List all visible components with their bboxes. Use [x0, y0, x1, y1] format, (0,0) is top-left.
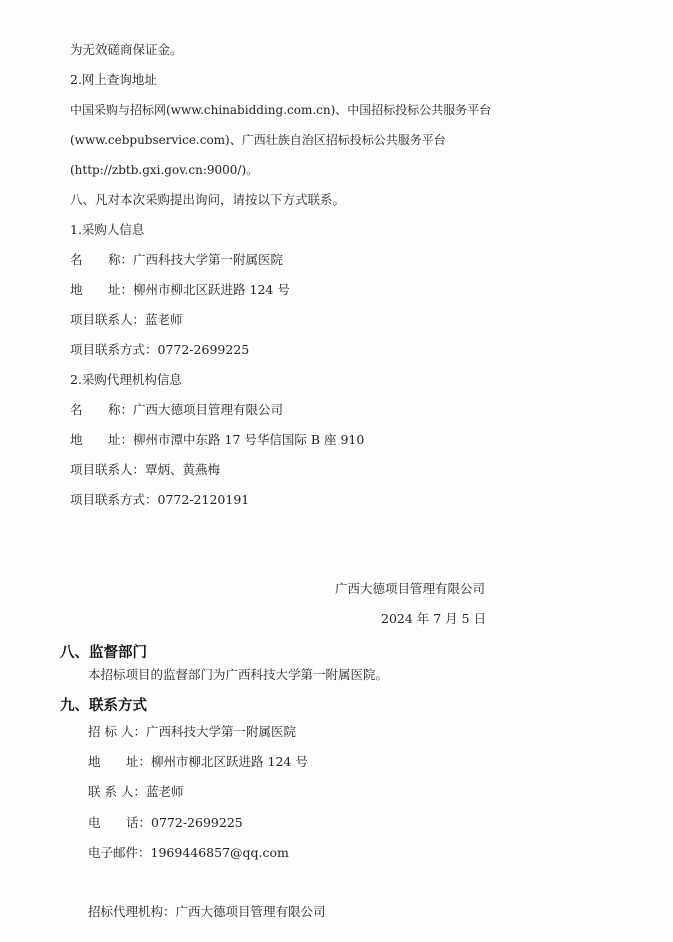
field-label: 名	[70, 402, 83, 417]
field-label: 址：	[108, 432, 134, 447]
purchaser-address-row	[70, 282, 290, 298]
field-label: 电	[88, 815, 101, 830]
agency-phone-row	[70, 492, 249, 508]
agency-contact-row	[70, 462, 220, 478]
agency-title: 2.采购代理机构信息	[70, 372, 182, 387]
agency-contact: 覃炳、黄燕梅	[145, 462, 221, 477]
agency-name: 广西大德项目管理有限公司	[133, 402, 284, 417]
signature-organization: 广西大德项目管理有限公司	[335, 581, 486, 596]
tenderer-address-row	[88, 754, 308, 770]
text-line: 中国采购与招标网(www.chinabidding.com.cn)、中国招标投标公共服务平台	[70, 103, 492, 117]
agency-address: 柳州市潭中东路 17 号华信国际 B 座 910	[133, 432, 365, 447]
field-label: 项目联系人：	[70, 312, 146, 327]
field-label: 项目联系方式：	[70, 492, 158, 507]
field-label: 称：	[108, 402, 134, 417]
field-label: 地	[88, 754, 101, 769]
supervision-text: 本招标项目的监督部门为广西科技大学第一附属医院。	[88, 667, 389, 682]
text-line: 为无效磋商保证金。	[70, 42, 183, 57]
purchaser-title: 1.采购人信息	[70, 222, 145, 237]
tenderer-address: 柳州市柳北区跃进路 124 号	[151, 754, 308, 769]
field-label: 招 标 人：	[88, 724, 146, 739]
purchaser-phone: 0772-2699225	[157, 342, 250, 357]
purchaser-phone-row	[70, 342, 249, 358]
field-label: 项目联系方式：	[70, 342, 158, 357]
field-label: 招标代理机构：	[88, 904, 176, 919]
field-label: 电子邮件：	[88, 845, 151, 860]
purchaser-address: 柳州市柳北区跃进路 124 号	[133, 282, 290, 297]
tenderer-contact-row	[88, 784, 183, 800]
tenderer-name: 广西科技大学第一附属医院	[145, 724, 296, 739]
section-heading-contact: 九、联系方式	[60, 698, 147, 714]
signature-date: 2024 年 7 月 5 日	[381, 611, 487, 626]
field-label: 地	[70, 432, 83, 447]
purchaser-contact: 蓝老师	[145, 312, 183, 327]
agency-name-row	[70, 402, 283, 418]
tenderer-phone-row	[88, 815, 243, 831]
field-label: 话：	[126, 815, 152, 830]
tenderer-contact: 蓝老师	[145, 784, 184, 799]
section-heading-supervision: 八、监督部门	[60, 645, 147, 661]
purchaser-name: 广西科技大学第一附属医院	[133, 252, 284, 267]
field-label: 址：	[108, 282, 134, 297]
text-line: (www.cebpubservice.com)、广西壮族自治区招标投标公共服务平台	[70, 133, 446, 147]
field-label: 址：	[126, 754, 152, 769]
subsection-title: 2.网上查询地址	[70, 72, 157, 87]
tenderer-email-row	[88, 845, 289, 861]
field-label: 地	[70, 282, 83, 297]
tenderer-phone: 0772-2699225	[151, 815, 243, 830]
agency-address-row	[70, 432, 364, 448]
agency-name: 广西大德项目管理有限公司	[175, 904, 326, 919]
agency-row	[88, 904, 326, 920]
text-line: (http://zbtb.gxi.gov.cn:9000/)。	[70, 163, 259, 177]
agency-phone: 0772-2120191	[157, 492, 250, 507]
text-line: 八、凡对本次采购提出询问，请按以下方式联系。	[70, 192, 346, 207]
tenderer-email: 1969446857@qq.com	[150, 845, 289, 860]
field-label: 称：	[108, 252, 134, 267]
purchaser-contact-row	[70, 312, 183, 328]
tenderer-row	[88, 724, 296, 740]
field-label: 项目联系人：	[70, 462, 146, 477]
field-label: 名	[70, 252, 83, 267]
field-label: 联 系 人：	[88, 784, 146, 799]
purchaser-name-row	[70, 252, 283, 268]
